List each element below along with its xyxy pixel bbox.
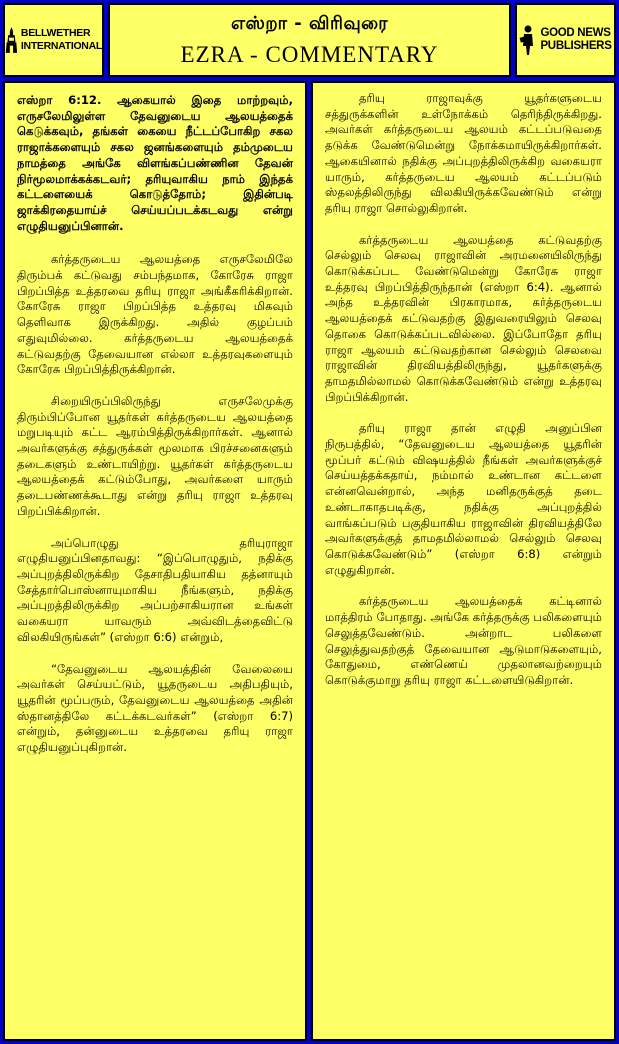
- bell-tower-icon: [5, 23, 18, 57]
- commentary-paragraph: அப்பொழுது தரியுராஜா எழுதியனுப்பினதாவது: “இப்பொழுதும், நதிக்கு அப்புறத்திலிருக்கிற தேசாதிபதியாகிய தத்னாயும் சேத்தார்பொஸ்னாயுமாகிய நீங்களும், நதிக்கு அப்புறத்திலிருக்கிற அப்பற்சாகியரான உங்கள் வகையரா யாவரும் அவ்விடத்தைவிட்டு விலகியிருங்கள்” (எஸ்றா 6:6) என்றும்,: [17, 535, 293, 644]
- right-column: [311, 81, 616, 1041]
- commentary-paragraph: தரியு ராஜாவுக்கு யூதர்களுடைய சத்துருக்களின் உள்நோக்கம் தெரிந்திருக்கிறது. அவர்கள் கர்த்தருடைய ஆலயம் கட்டப்படுவதை தடுக்க வேண்டுமென்று நோக்கமாயிருக்கிறார்கள். ஆகையினால் நதிக்கு அப்புறத்திலிருக்கிற வகையரா யாரும், கர்த்தருடைய ஆலயம் கட்டப்படும் ஸ்தலத்திலிருந்து விலகியிருக்கவேண்டும் என்று தரியு ராஜா சொல்லுகிறான்.: [325, 91, 602, 215]
- good-news-logo-text: GOOD NEWS PUBLISHERS: [540, 27, 612, 52]
- commentary-paragraph: கர்த்தருடைய ஆலயத்தை எருசலேமிலே திரும்பக் கட்டுவது சம்பந்தமாக, கோரேசு ராஜா பிறப்பித்த உத்தரவை தரியு ராஜா அங்கீகரிக்கிறான். கோரேசு ராஜா பிறப்பித்த உத்தரவு மிகவும் தெளிவாக இருக்கிறது. அதில் குழப்பம் எதுவுமில்லை. கர்த்தருடைய ஆலயத்தைக் கட்டுவதற்கு தேவையான எல்லா உத்தரவுகளையும் கோரேசு பிறப்பித்திருக்கிறான்.: [17, 252, 293, 377]
- commentary-paragraph: கர்த்தருடைய ஆலயத்தைக் கட்டினால் மாத்திரம் போதாது. அங்கே கர்த்தருக்கு பலிகளையும் செலுத்தவேண்டும். அன்றாட பலிகளை செலுத்துவதற்குத் தேவையான ஆடுமாடுகளையும், கோதுமை, எண்ணெய் முதலானவற்றையும் கொடுக்குமாறு தரியு ராஜா கட்டளையிடுகிறான்.: [325, 594, 602, 687]
- verse-text: எஸ்றா 6:12. ஆகையால் இதை மாற்றவும், எருசலேமிலுள்ள தேவனுடைய ஆலயத்தைக் கெடுக்கவும், தங்கள் கையை நீட்டப்போகிற சகல ராஜாக்களையும் சகல ஜனங்களையும் தம்முடைய நாமத்தை அங்கே விளங்கப்பண்ணின தேவன் நிர்மூலமாக்கக்கடவர்; தரியுவாகிய நாம் இந்தக் கட்டளையைக் கொடுத்தோம்; இதின்படி ஜாக்கிரதையாய்ச் செய்யப்படக்கடவது என்று எழுதியனுப்பினான்.: [17, 93, 293, 233]
- bellwether-logo: [3, 3, 104, 77]
- person-reading-icon: [519, 24, 537, 56]
- commentary-paragraph: “தேவனுடைய ஆலயத்தின் வேலையை அவர்கள் செய்யட்டும், யூதருடைய அதிபதியும், யூதரின் மூப்பரும், தேவனுடைய ஆலயத்தை அதின் ஸ்தானத்திலே கட்டக்கடவர்கள்” (எஸ்றா 6:7) என்றும், தன்னுடைய உத்தரவை தரியு ராஜா எழுதியனுப்புகிறான்.: [17, 661, 293, 755]
- good-news-logo: [515, 3, 616, 77]
- bellwether-logo-text: BELLWETHER INTERNATIONAL: [20, 27, 102, 52]
- page-header: [108, 3, 511, 77]
- title-tamil: எஸ்றா - விரிவுரை: [230, 13, 389, 34]
- commentary-paragraph: கர்த்தருடைய ஆலயத்தை கட்டுவதற்கு செல்லும் செலவு ராஜாவின் அரமனையிலிருந்து கொடுக்கப்பட வேண்டுமென்று கோரேசு ராஜா உத்தரவு பிறப்பித்திருந்தான் (எஸ்றா 6:4). ஆனால் அந்த உத்தரவின் பிரகாரமாக, கர்த்தருடைய ஆலயத்தைக் கட்டுவதற்கு இதுவரையிலும் செலவு தொகை கொடுக்கப்படவில்லை. இப்போதோ தரியு ராஜா ஆலயம் கட்டுவதற்கான செல்லும் செலவை ராஜாவின் திரவியத்திலிருந்து, யூதர்களுக்கு தாமதமில்லாமல் கொடுக்கவேண்டும் என்று உத்தரவு பிறப்பிக்கிறான்.: [325, 232, 602, 404]
- commentary-paragraph: தரியு ராஜா தான் எழுதி அனுப்பின நிருபத்தில், “தேவனுடைய ஆலயத்தை யூதரின் மூப்பர் கட்டும் விஷயத்தில் நீங்கள் அவர்களுக்குச் செய்யத்தக்கதாய், நம்மால் உண்டான கட்டளை என்னவென்றால், அந்த மனிதருக்குத் தடை உண்டாகாதபடிக்கு, நதிக்கு அப்புறத்தில் வாங்கப்படும் பகுதியாகிய ராஜாவின் திரவியத்திலே அவர்களுக்குத் தாமதமில்லாமல் செல்லும் செலவு கொடுக்கவேண்டும்” (எஸ்றா 6:8) என்றும் எழுதுகிறான்.: [325, 421, 602, 577]
- commentary-paragraph: சிறையிருப்பிலிருந்து எருசலேமுக்கு திரும்பிப்போன யூதர்கள் கர்த்தருடைய ஆலயத்தை மறுபடியும் கட்ட ஆரம்பித்திருக்கிறார்கள். ஆனால் அவர்களுக்கு சத்துருக்கள் மூலமாக பிரச்சனைகளும் தடைகளும் உண்டாயிற்று. யூதர்கள் கர்த்தருடைய ஆலயத்தைக் கட்டும்போது, அவர்களை யாரும் தடைபண்ணக்கூடாது என்று தரியு ராஜா உத்தரவு பிறப்பிக்கிறான்.: [17, 393, 293, 518]
- left-column: [3, 81, 307, 1041]
- title-english: EZRA - COMMENTARY: [180, 42, 439, 67]
